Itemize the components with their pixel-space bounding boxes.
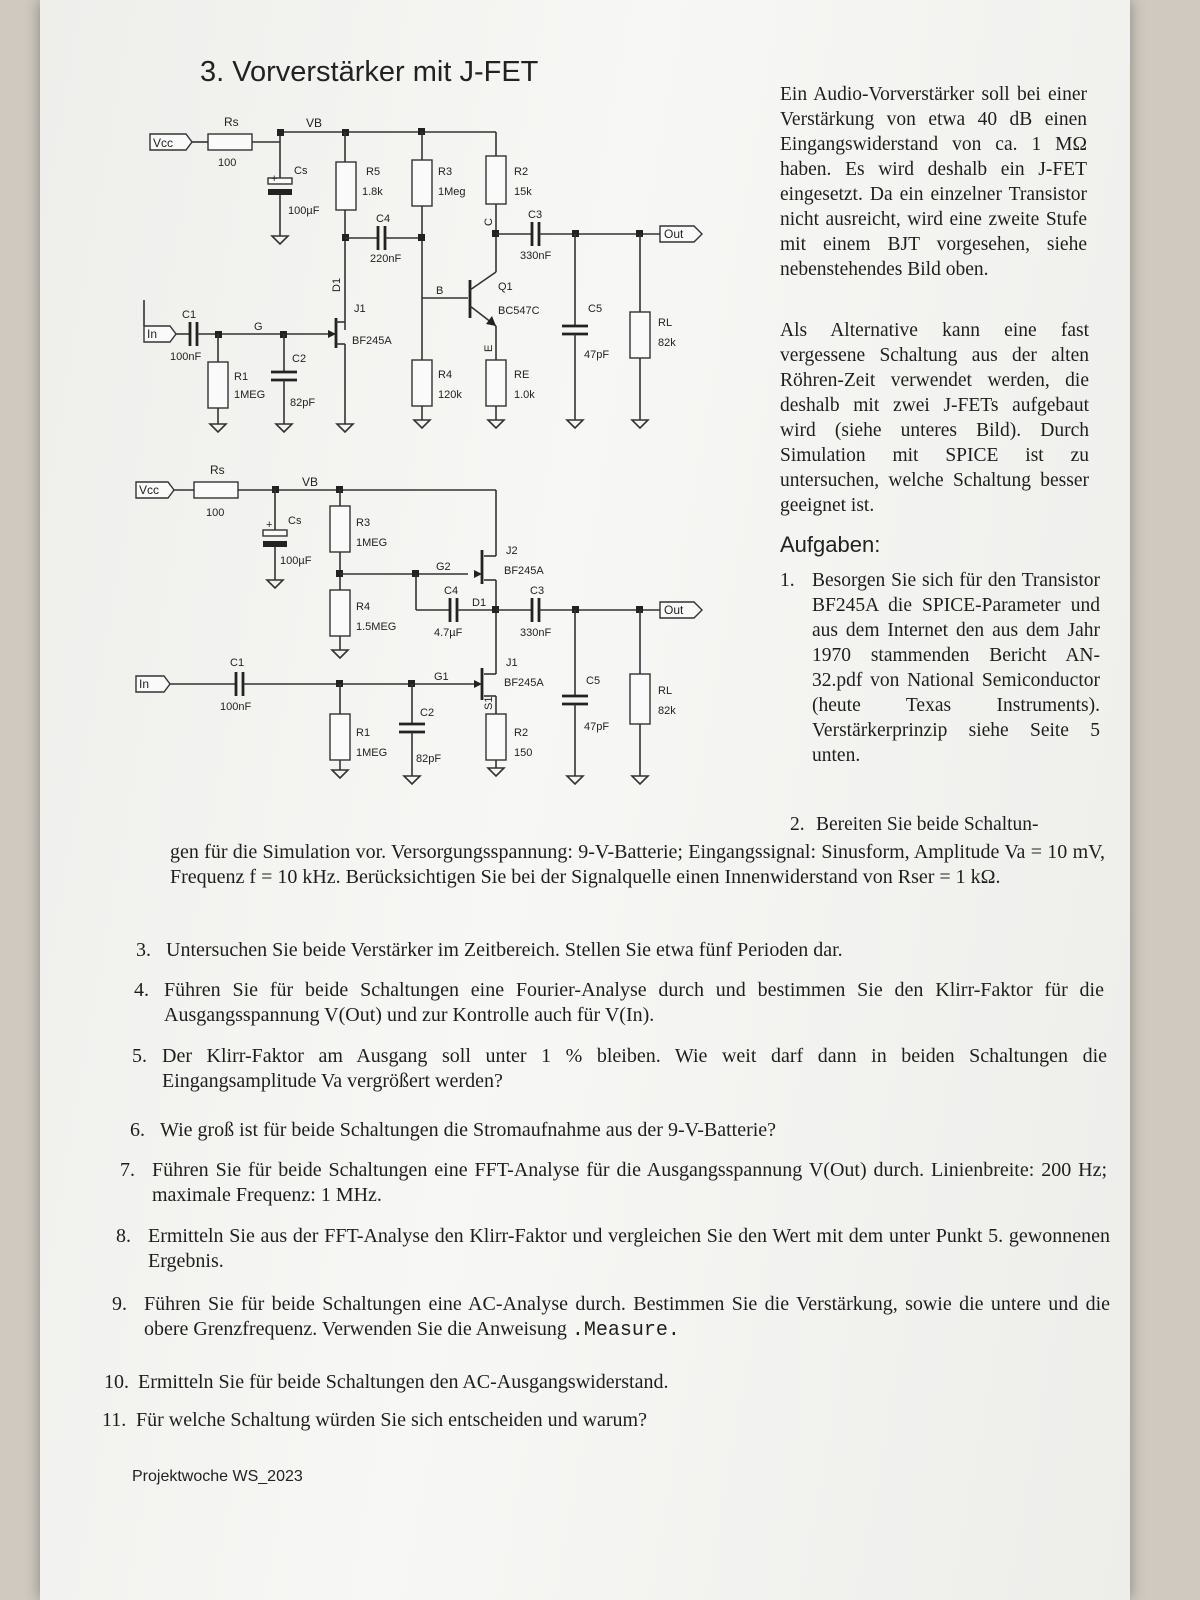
port-in-label-2: In (139, 677, 150, 691)
r2-value: 15k (514, 186, 532, 198)
r3-value-2: 1MEG (356, 537, 388, 549)
task-item-1: 1. Besorgen Sie sich für den Transistor BF245A die SPICE-Parameter und aus dem Internet den aus dem Jahr 1970 stammenden Bericht AN-32.pdf von National Semiconductor (heute Texas Instruments). Verstärkerprinzip siehe Seite 5 unten. (780, 570, 1100, 766)
c1-label-2: C1 (230, 657, 245, 669)
r4-label: R4 (438, 369, 453, 381)
c2-label-2: C2 (420, 707, 435, 719)
net-vb-label: VB (306, 116, 323, 130)
r4-value-2: 1.5MEG (356, 621, 397, 633)
c4-label-2: C4 (444, 585, 459, 597)
net-b-label: B (436, 285, 444, 297)
task-item-2-continued: gen für die Simulation vor. Versorgungsspannung: 9-V-Batterie; Eingangssignal: Sinusform, Amplitude Va = 10 mV, Frequenz f = 10 kHz. Berücksichtigen Sie bei der Signalquelle einen Innenwiderstand von Rser = 1 kΩ. (170, 841, 1105, 888)
r1-value: 1MEG (234, 389, 266, 401)
r4-value: 120k (438, 389, 462, 401)
c5-label: C5 (588, 303, 603, 315)
port-in-label: In (147, 327, 158, 341)
r4-label-2: R4 (356, 601, 371, 613)
c1-value-2: 100nF (220, 701, 252, 713)
r5-value: 1.8k (362, 186, 383, 198)
c4-value: 220nF (370, 253, 402, 265)
measure-code: .Measure. (571, 1319, 680, 1342)
svg-text:+: + (271, 173, 278, 185)
r1-value-2: 1MEG (356, 747, 388, 759)
task-item-5: 5. Der Klirr-Faktor am Ausgang soll unter 1 % bleiben. Wie weit darf dann in beiden Schaltungen die Eingangsamplitude Va vergrößert werden? (132, 1045, 1107, 1092)
port-vcc-label-2: Vcc (139, 483, 160, 497)
rl-value-2: 82k (658, 705, 676, 717)
net-g2-label: G2 (436, 561, 451, 573)
j1-label: J1 (354, 303, 366, 315)
rl-value: 82k (658, 337, 676, 349)
task-item-7: 7. Führen Sie für beide Schaltungen eine FFT-Analyse für die Ausgangsspannung V(Out) durch. Linienbreite: 200 Hz; maximale Frequenz: 1 MHz. (120, 1159, 1107, 1206)
c3-label-2: C3 (530, 585, 545, 597)
r3-label-2: R3 (356, 517, 371, 529)
task-item-11: 11. Für welche Schaltung würden Sie sich entscheiden und warum? (102, 1409, 647, 1431)
rl-label-2: RL (658, 685, 673, 697)
net-e-label: E (483, 344, 495, 352)
c2-value-2: 82pF (416, 753, 442, 765)
task-item-2: 2. Bereiten Sie beide Schaltun- (790, 814, 1039, 835)
cs-value: 100µF (288, 205, 320, 217)
c2-label: C2 (292, 353, 307, 365)
svg-text:+: + (266, 519, 273, 531)
c5-label-2: C5 (586, 675, 601, 687)
document-page (40, 0, 1130, 1600)
task-item-6: 6. Wie groß ist für beide Schaltungen die Stromaufnahme aus der 9-V-Batterie? (130, 1119, 777, 1141)
c4-value-2: 4.7µF (434, 627, 463, 639)
rs-value: 100 (218, 157, 237, 169)
c3-value-2: 330nF (520, 627, 552, 639)
task-item-3: 3. Untersuchen Sie beide Verstärker im Zeitbereich. Stellen Sie etwa fünf Perioden dar. (136, 939, 843, 961)
c3-value: 330nF (520, 250, 552, 262)
j2-value: BF245A (504, 565, 544, 577)
re-label: RE (514, 369, 530, 381)
schematic-top (40, 0, 760, 460)
c3-label: C3 (528, 209, 543, 221)
cs-label-2: Cs (288, 515, 302, 527)
task-item-4: 4. Führen Sie für beide Schaltungen eine Fourier-Analyse durch und bestimmen Sie den Klirr-Faktor für die Ausgangsspannung V(Out) und zur Kontrolle auch für V(In). (134, 979, 1104, 1026)
r2-value-2: 150 (514, 747, 533, 759)
r1-label: R1 (234, 371, 249, 383)
j2-label: J2 (506, 545, 518, 557)
r1-label-2: R1 (356, 727, 371, 739)
port-vcc-label: Vcc (153, 136, 174, 150)
task-item-9: 9. Führen Sie für beide Schaltungen eine AC-Analyse durch. Bestimmen Sie die Verstärkung, sowie die untere und die obere Grenzfrequenz. Verwenden Sie die Anweisung .Measure. (112, 1293, 1110, 1342)
intro-paragraph: Ein Audio-Vorverstärker soll bei einer Verstärkung von etwa 40 dB einen Eingangswiderstand von ca. 1 MΩ haben. Es wird deshalb ein J-FET eingesetzt. Da ein einzelner Transistor nicht ausreicht, wird eine zweite Stufe mit einem BJT vorgesehen, siehe nebenstehendes Bild oben. (780, 84, 1087, 280)
page-title: 3. Vorverstärker mit J-FET (200, 56, 539, 88)
rs-value-2: 100 (206, 507, 225, 519)
j1-label-2: J1 (506, 657, 518, 669)
net-d1-label: D1 (331, 277, 343, 292)
task-item-8: 8. Ermitteln Sie aus der FFT-Analyse den Klirr-Faktor und vergleichen Sie den Wert mit dem unter Punkt 5. gewonnenen Ergebnis. (116, 1225, 1110, 1272)
net-s1-label: S1 (483, 696, 495, 710)
c5-value: 47pF (584, 349, 610, 361)
net-g-label: G (254, 321, 263, 333)
rl-label: RL (658, 317, 673, 329)
cs-value-2: 100µF (280, 555, 312, 567)
port-out-label-2: Out (664, 603, 684, 617)
r3-label: R3 (438, 166, 453, 178)
cs-label: Cs (294, 165, 308, 177)
net-g1-label: G1 (434, 671, 449, 683)
rs-label-2: Rs (210, 463, 225, 477)
r2-label: R2 (514, 166, 529, 178)
port-out-label: Out (664, 227, 684, 241)
j1-value-2: BF245A (504, 677, 544, 689)
c2-value: 82pF (290, 397, 316, 409)
r3-value: 1Meg (438, 186, 466, 198)
net-vb-label-2: VB (302, 475, 319, 489)
q1-label: Q1 (498, 281, 513, 293)
q1-value: BC547C (498, 305, 540, 317)
schematic-bottom (40, 460, 760, 820)
j1-value: BF245A (352, 335, 392, 347)
task-item-10: 10. Ermitteln Sie für beide Schaltungen den AC-Ausgangswiderstand. (104, 1371, 669, 1393)
c1-value: 100nF (170, 351, 202, 363)
r2-label-2: R2 (514, 727, 529, 739)
r5-label: R5 (366, 166, 381, 178)
re-value: 1.0k (514, 389, 535, 401)
c1-label: C1 (182, 309, 197, 321)
net-d1-label-2: D1 (472, 597, 487, 609)
footer-text: Projektwoche WS_2023 (132, 1468, 303, 1485)
c5-value-2: 47pF (584, 721, 610, 733)
c4-label: C4 (376, 213, 391, 225)
rs-label: Rs (224, 115, 239, 129)
net-c-label: C (483, 218, 495, 226)
tasks-heading: Aufgaben: (780, 532, 881, 557)
alternative-paragraph: Als Alternative kann eine fast vergessene Schaltung aus der alten Röhren-Zeit verwendet werden, die deshalb mit zwei J-FETs aufgebaut wird (siehe unteres Bild). Durch Simulation mit SPICE ist zu untersuchen, welche Schaltung besser geeignet ist. (780, 320, 1089, 516)
